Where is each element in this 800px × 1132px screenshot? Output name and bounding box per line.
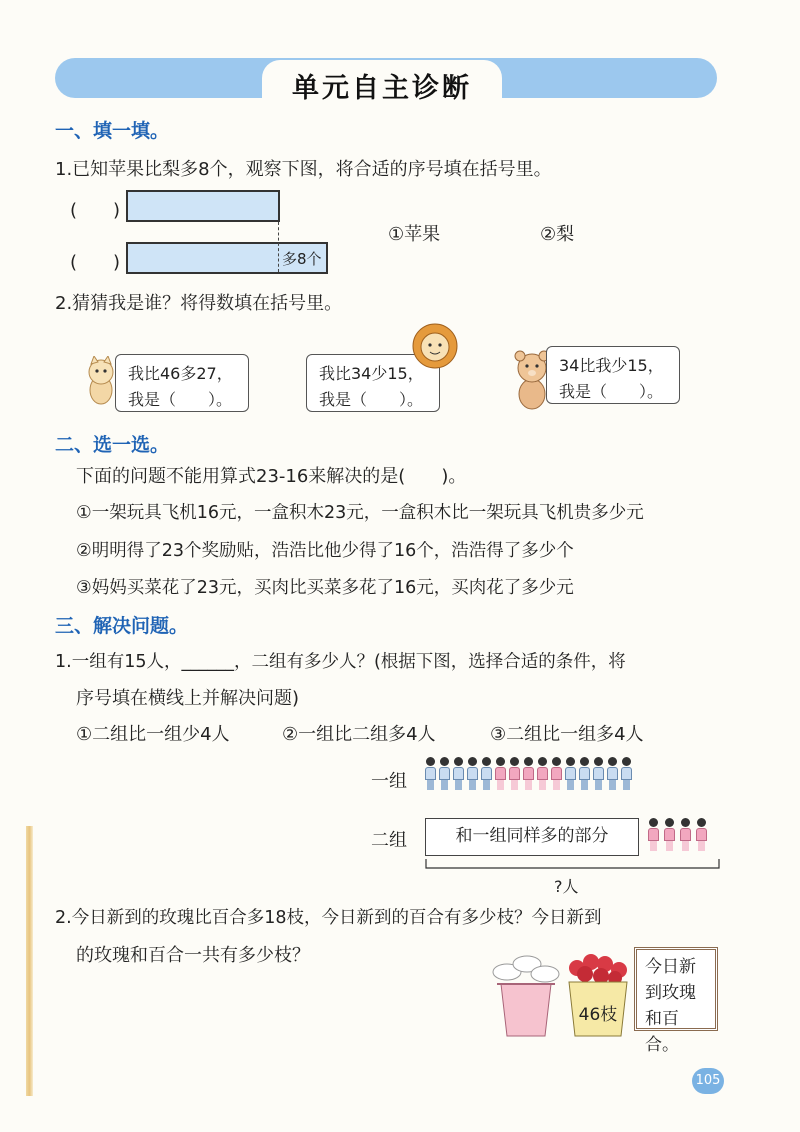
s3-q2-line2: 的玫瑰和百合一共有多少枝？ <box>76 945 310 966</box>
bubble-bear-line1: 34比我少15， <box>559 356 664 375</box>
bar-extra-label: 多8个 <box>282 250 322 268</box>
bubble-bear <box>546 346 680 404</box>
group2-label: 二组 <box>371 830 407 851</box>
s2-option-2: ②明明得了23个奖励贴，浩浩比他少得了16个，浩浩得了多少个 <box>76 541 574 561</box>
s1-q1-text: 1.已知苹果比梨多8个，观察下图，将合适的序号填在括号里。 <box>55 159 552 180</box>
s3-cond-1: ①二组比一组少4人 <box>76 724 230 745</box>
section3-heading: 三、解决问题。 <box>55 615 189 637</box>
page-title: 单元自主诊断 <box>292 73 472 104</box>
girl-figure <box>523 757 534 791</box>
same-part-box: 和一组同样多的部分 <box>425 818 639 856</box>
boy-figure <box>593 757 604 791</box>
boy-figure <box>621 757 632 791</box>
s3-q2-line1: 2.今日新到的玫瑰比百合多18枝，今日新到的百合有多少枝？今日新到 <box>55 908 602 928</box>
s1-q2-text: 2.猜猜我是谁？将得数填在括号里。 <box>55 293 343 314</box>
boy-figure <box>607 757 618 791</box>
girl-figure <box>495 757 506 791</box>
apple-bar <box>126 190 280 222</box>
boy-figure <box>579 757 590 791</box>
s3-q1-line1: 1.一组有15人，______，二组有多少人？(根据下图，选择合适的条件，将 <box>55 652 626 672</box>
s1-q1-paren-1[interactable]: ( ) <box>70 200 121 221</box>
flower-note-sign <box>634 947 718 1055</box>
rose-basket-icon <box>563 952 633 1038</box>
bubble-lion-line1: 我比34少15， <box>319 364 424 383</box>
option-pear: ②梨 <box>540 224 575 245</box>
boy-figure <box>481 757 492 791</box>
section2-heading: 二、选一选。 <box>55 434 170 456</box>
page-number: 105 <box>692 1068 724 1094</box>
group1-label: 一组 <box>371 771 407 792</box>
s3-q1-line2: 序号填在横线上并解决问题) <box>76 688 300 709</box>
book-spine-edge <box>26 826 33 1096</box>
lion-icon <box>410 322 460 380</box>
total-label: ?人 <box>554 877 579 896</box>
bubble-cat-line1: 我比46多27， <box>128 364 233 383</box>
girl-figure <box>696 818 707 852</box>
s3-cond-3: ③二组比一组多4人 <box>490 724 644 745</box>
group2-extra-children <box>648 818 718 854</box>
cat-icon <box>84 356 118 406</box>
girl-figure <box>664 818 675 852</box>
girl-figure <box>680 818 691 852</box>
girl-figure <box>537 757 548 791</box>
group1-children <box>425 757 645 793</box>
boy-figure <box>467 757 478 791</box>
bar-divider-dash <box>278 222 279 272</box>
total-brace <box>425 858 720 874</box>
boy-figure <box>453 757 464 791</box>
s2-question: 下面的问题不能用算式23-16来解决的是( )。 <box>76 466 467 487</box>
girl-figure <box>509 757 520 791</box>
s2-option-3: ③妈妈买菜花了23元，买肉比买菜多花了16元，买肉花了多少元 <box>76 578 574 598</box>
note-line1: 今日新 <box>645 957 696 977</box>
note-line2: 到玫瑰 <box>645 983 696 1003</box>
bubble-cat <box>115 354 249 412</box>
girl-figure <box>551 757 562 791</box>
rose-count-label: 46枝 <box>578 1005 618 1025</box>
girl-figure <box>648 818 659 852</box>
s1-q1-paren-2[interactable]: ( ) <box>70 252 121 273</box>
bubble-lion-line2[interactable]: 我是（ ）。 <box>319 390 424 409</box>
bubble-bear-line2[interactable]: 我是（ ）。 <box>559 382 664 401</box>
boy-figure <box>565 757 576 791</box>
boy-figure <box>439 757 450 791</box>
lily-basket-icon <box>487 950 565 1040</box>
note-line3: 和百合。 <box>645 1009 679 1055</box>
bubble-cat-line2[interactable]: 我是（ ）。 <box>128 390 233 409</box>
boy-figure <box>425 757 436 791</box>
section1-heading: 一、填一填。 <box>55 120 170 142</box>
option-apple: ①苹果 <box>388 224 441 245</box>
s3-cond-2: ②一组比二组多4人 <box>282 724 436 745</box>
s2-option-1: ①一架玩具飞机16元，一盒积木23元，一盒积木比一架玩具飞机贵多少元 <box>76 503 644 523</box>
